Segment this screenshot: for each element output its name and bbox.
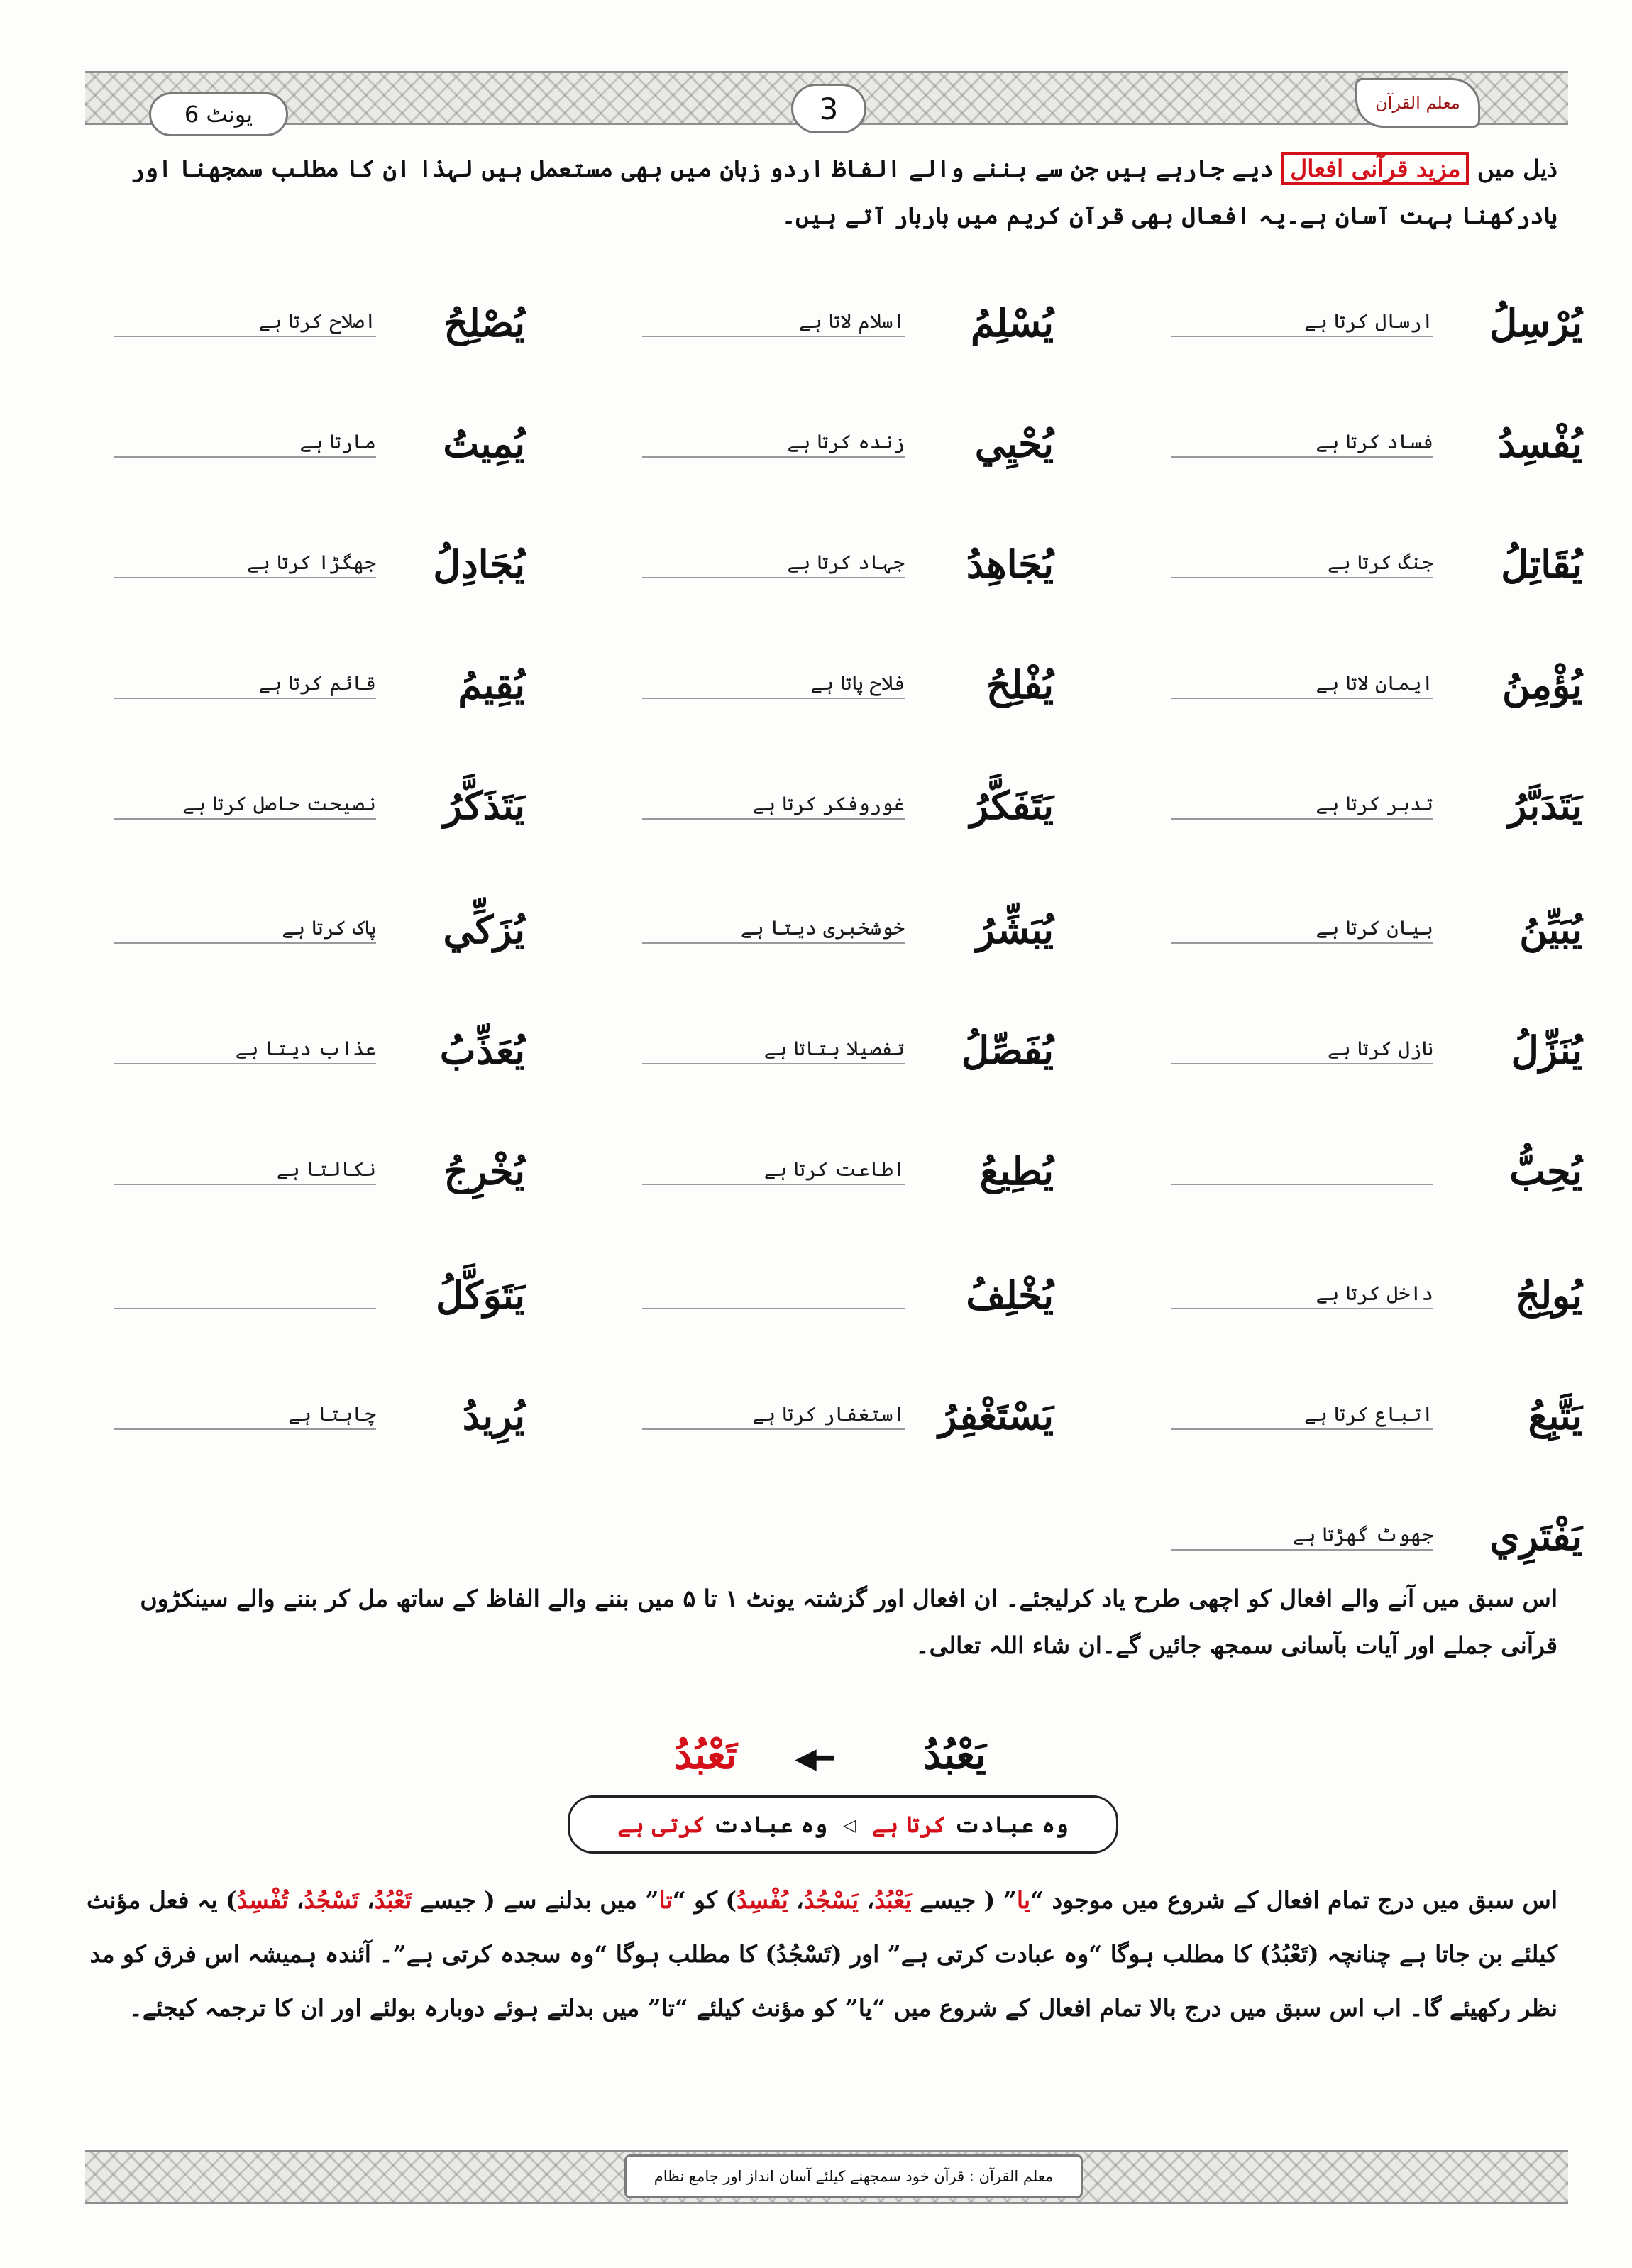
example-feminine-word: تَعْبُدُ	[674, 1732, 737, 1778]
meaning-blank-line[interactable]	[114, 659, 376, 699]
paragraph-text: ،	[859, 1886, 875, 1914]
intro-text-before: ذیل میں	[1469, 155, 1557, 182]
meaning-blank-line[interactable]	[1171, 1270, 1433, 1309]
urdu-meaning: چاہتا ہے	[288, 1402, 376, 1426]
urdu-meaning: اصلاح کرتا ہے	[258, 309, 376, 333]
paragraph-text: ،	[788, 1886, 804, 1914]
arabic-verb: يُفْسِدُ	[1498, 421, 1582, 466]
meaning-blank-line[interactable]	[642, 780, 905, 820]
meaning-blank-line[interactable]	[642, 1390, 905, 1430]
verb-cell	[1071, 887, 1582, 958]
meaning-blank-line[interactable]	[642, 1025, 905, 1064]
arabic-verb: يُخْرِجُ	[443, 1148, 525, 1194]
highlighted-term: يَعْبُدُ	[874, 1886, 912, 1914]
urdu-meaning: ایمان لاتا ہے	[1316, 671, 1433, 695]
verb-row	[35, 763, 1582, 834]
verb-row	[35, 887, 1582, 958]
meaning-blank-line[interactable]	[642, 904, 905, 944]
urdu-meaning: نازل کرتا ہے	[1327, 1037, 1433, 1060]
verb-cell	[1071, 522, 1582, 593]
verb-cell	[543, 522, 1054, 593]
urdu-meaning: تفصیلا بتاتا ہے	[763, 1037, 905, 1060]
verb-row	[35, 1373, 1582, 1444]
meaning-blank-line[interactable]	[1171, 780, 1433, 820]
example-masculine-word: يَعْبُدُ	[923, 1732, 986, 1778]
arabic-verb: يُولِجُ	[1515, 1272, 1582, 1318]
arabic-verb: يُزَكِّي	[443, 907, 525, 952]
highlighted-term: تَعْبُدُ	[374, 1886, 412, 1914]
arabic-verb: يُطِيعُ	[979, 1148, 1054, 1194]
meaning-blank-line[interactable]	[114, 1025, 376, 1064]
verb-cell	[14, 887, 525, 958]
arabic-verb: يُفَصِّلُ	[961, 1028, 1054, 1073]
meaning-blank-line[interactable]	[114, 539, 376, 578]
urdu-meaning: غوروفکر کرتا ہے	[752, 792, 905, 815]
meaning-blank-line[interactable]	[1171, 904, 1433, 944]
meaning-blank-line[interactable]	[642, 1145, 905, 1185]
urdu-meaning: زندہ کرتا ہے	[787, 430, 905, 453]
verb-cell	[543, 401, 1054, 472]
example-masculine-meaning	[872, 1811, 1069, 1838]
urdu-meaning: پاک کرتا ہے	[282, 916, 376, 940]
arabic-verb: يُصْلِحُ	[443, 300, 525, 346]
verb-cell	[1071, 1128, 1582, 1199]
highlighted-term: يُفْسِدُ	[737, 1886, 788, 1914]
highlighted-term: تُفْسِدُ	[236, 1886, 289, 1914]
verb-cell	[14, 280, 525, 351]
meaning-blank-line[interactable]	[1171, 1145, 1433, 1185]
arabic-verb: يَتَوَكَّلُ	[436, 1272, 525, 1318]
meaning-blank-line[interactable]	[1171, 1390, 1433, 1430]
verb-cell	[14, 522, 525, 593]
urdu-meaning: ارسال کرتا ہے	[1304, 309, 1433, 333]
verb-cell	[543, 1373, 1054, 1444]
meaning-blank-line[interactable]	[1171, 297, 1433, 337]
meaning-blank-line[interactable]	[1171, 1025, 1433, 1064]
arabic-verb: يُخْلِفُ	[966, 1272, 1054, 1318]
meaning-blank-line[interactable]	[114, 297, 376, 337]
footer-text: معلم القرآن : قرآن خود سمجھنے کیلئے آسان انداز اور جامع نظام	[624, 2154, 1083, 2198]
verb-row	[35, 401, 1582, 472]
paragraph-text: ،	[358, 1886, 375, 1914]
urdu-meaning: اسلام لاتا ہے	[798, 309, 905, 333]
highlighted-term: تَسْجُدُ	[304, 1886, 359, 1914]
unit-label: یونٹ 6	[149, 92, 288, 136]
arabic-verb: يُحْيِي	[974, 421, 1054, 466]
example-feminine-meaning-red: کرتی ہے	[617, 1811, 705, 1838]
meaning-blank-line[interactable]	[114, 1145, 376, 1185]
arabic-verb: يَسْتَغْفِرُ	[938, 1393, 1054, 1438]
verb-cell	[1071, 1008, 1582, 1079]
urdu-meaning: جہاد کرتا ہے	[787, 551, 905, 574]
urdu-meaning: فساد کرتا ہے	[1316, 430, 1433, 453]
intro-paragraph	[82, 145, 1557, 239]
urdu-meaning: اطاعت کرتا ہے	[763, 1157, 905, 1181]
verb-row	[35, 1128, 1582, 1199]
arabic-verb: يُرِيدُ	[462, 1393, 525, 1438]
arabic-verb: يُرْسِلُ	[1489, 300, 1582, 346]
verb-cell	[543, 763, 1054, 834]
arabic-verb: يُجَادِلُ	[433, 541, 525, 587]
verb-cell	[543, 1128, 1054, 1199]
paragraph-text: ” ( جیسے	[911, 1886, 1017, 1914]
paragraph-text: ) کو “	[672, 1886, 737, 1914]
arabic-verb: يُنَزِّلُ	[1511, 1028, 1582, 1073]
meaning-blank-line[interactable]	[642, 1270, 905, 1309]
urdu-meaning: تدبر کرتا ہے	[1316, 792, 1433, 815]
urdu-meaning: داخل کرتا ہے	[1316, 1282, 1433, 1305]
meaning-blank-line[interactable]	[1171, 539, 1433, 578]
verb-cell	[1071, 1253, 1582, 1323]
verb-cell	[14, 1128, 525, 1199]
arrow-left-icon: ◀━	[795, 1741, 834, 1775]
arabic-verb: يَفْتَرِي	[1489, 1514, 1582, 1559]
arabic-verb: يُمِيتُ	[443, 421, 525, 466]
meaning-blank-line[interactable]	[114, 780, 376, 820]
feminine-example	[674, 1732, 986, 1788]
urdu-meaning: فلاح پاتا ہے	[810, 671, 905, 695]
example-feminine-meaning	[617, 1811, 827, 1838]
urdu-meaning: بیان کرتا ہے	[1316, 916, 1433, 940]
arabic-verb: يُبَيِّنُ	[1519, 907, 1582, 952]
verb-row	[35, 1494, 1582, 1565]
meaning-blank-line[interactable]	[114, 904, 376, 944]
verb-cell	[543, 887, 1054, 958]
urdu-meaning: مارتا ہے	[299, 430, 376, 453]
meaning-blank-line[interactable]	[114, 1390, 376, 1430]
urdu-meaning: نصیحت حاصل کرتا ہے	[182, 792, 376, 815]
verb-cell	[543, 642, 1054, 713]
urdu-meaning: اتباع کرتا ہے	[1304, 1402, 1433, 1426]
arabic-verb: يُقَاتِلُ	[1501, 541, 1582, 587]
verb-cell	[543, 280, 1054, 351]
verb-cell	[14, 642, 525, 713]
example-feminine-meaning-plain: وہ عبادت	[705, 1811, 828, 1838]
urdu-meaning: جنگ کرتا ہے	[1327, 551, 1433, 574]
verb-cell	[1071, 1494, 1582, 1565]
highlighted-term: یا	[1016, 1886, 1031, 1914]
meaning-blank-line[interactable]	[642, 659, 905, 699]
verb-row	[35, 642, 1582, 713]
verb-cell	[14, 1008, 525, 1079]
meaning-blank-line[interactable]	[1171, 1511, 1433, 1551]
arabic-verb: يُعَذِّبُ	[439, 1028, 525, 1073]
arabic-verb: يُجَاهِدُ	[966, 541, 1054, 587]
instruction-paragraph: اس سبق میں آنے والے افعال کو اچھی طرح یاد کرلیجئے۔ ان افعال اور گزشتہ یونٹ ۱ تا ۵ میں بننے والے الفاظ کے ساتھ مل کر بننے والے سینکڑوں قرآنی جملے اور آیات بآسانی سمجھ جائیں گے۔ان شاء اللہ تعالی۔	[140, 1585, 1557, 1659]
book-logo: معلم القرآن	[1355, 78, 1480, 128]
urdu-meaning: نکالتا ہے	[276, 1157, 376, 1181]
arabic-verb: يَتَدَبَّرُ	[1508, 783, 1582, 828]
paragraph-text: ” میں بدلنے سے ( جیسے	[412, 1886, 659, 1914]
arabic-verb: يَتَّبِعُ	[1528, 1393, 1582, 1438]
verb-row	[35, 280, 1582, 351]
meaning-blank-line[interactable]	[114, 418, 376, 458]
triangle-left-icon: ◁	[843, 1814, 856, 1835]
explanation-paragraph	[82, 1873, 1557, 2035]
intro-text-after: دیے جارہے ہیں جن سے بننے والے الفاظ اردو زبان میں بھی مستعمل ہیں لہذا ان کا مطلب سمجھنا اور یادرکھنا بہت آسان ہے۔یہ افعال بھی قرآن کریم میں باربار آتے ہیں۔	[131, 155, 1557, 229]
verb-row	[35, 522, 1582, 593]
meaning-blank-line[interactable]	[1171, 418, 1433, 458]
urdu-meaning: خوشخبری دیتا ہے	[740, 916, 905, 940]
verb-cell	[1071, 1373, 1582, 1444]
highlighted-term: يَسْجُدُ	[803, 1886, 859, 1914]
verb-cell	[1071, 642, 1582, 713]
verb-cell	[1071, 280, 1582, 351]
meaning-blank-line[interactable]	[642, 418, 905, 458]
arabic-verb: يَتَفَكَّرُ	[969, 783, 1054, 828]
urdu-meaning: عذاب دیتا ہے	[235, 1037, 376, 1060]
verb-cell	[1071, 763, 1582, 834]
meaning-blank-line[interactable]	[114, 1270, 376, 1309]
meaning-blank-line[interactable]	[1171, 659, 1433, 699]
verb-cell	[14, 401, 525, 472]
paragraph-text: اس سبق میں درج تمام افعال کے شروع میں موجود “	[1030, 1886, 1557, 1914]
arabic-verb: يُقِيمُ	[458, 662, 525, 708]
urdu-meaning: قائم کرتا ہے	[258, 671, 376, 695]
meaning-blank-line[interactable]	[642, 297, 905, 337]
page-number: 3	[791, 84, 866, 133]
arabic-verb: يُسْلِمُ	[970, 300, 1054, 346]
highlighted-term: تا	[658, 1886, 673, 1914]
intro-highlight-box: مزید قرآنی افعال	[1281, 152, 1469, 185]
paragraph-text: ) یہ فعل مؤنث کیلئے بن جاتا ہے چنانچہ (تَعْبُدُ) کا مطلب ہوگا “وہ عبادت کرتی ہے” اور (تَسْجُدُ) کا مطلب ہوگا “وہ سجدہ کرتی ہے”۔ آئندہ ہمیشہ اس فرق کو مد نظر رکھیئے گا۔ اب اس سبق میں درج بالا تمام افعال کے شروع میں “یا” کو مؤنث کیلئے “تا” میں بدلتے ہوئے دوبارہ بولئے اور ان کا ترجمہ کیجئے۔	[87, 1886, 1557, 2022]
urdu-meaning: استغفار کرتا ہے	[752, 1402, 905, 1426]
verb-row	[35, 1253, 1582, 1323]
arabic-verb: يَتَذَكَّرُ	[443, 783, 525, 828]
verb-cell	[14, 1253, 525, 1323]
arabic-verb: يُبَشِّرُ	[976, 907, 1054, 952]
paragraph-text: ،	[288, 1886, 304, 1914]
verb-cell	[543, 1008, 1054, 1079]
verb-cell	[14, 763, 525, 834]
verb-cell	[543, 1253, 1054, 1323]
example-masculine-meaning-red: کرتا ہے	[871, 1811, 947, 1838]
verb-cell	[1071, 401, 1582, 472]
verb-row	[35, 1008, 1582, 1079]
example-translation-box	[568, 1795, 1118, 1854]
arabic-verb: يُحِبُّ	[1509, 1148, 1582, 1194]
meaning-blank-line[interactable]	[642, 539, 905, 578]
verb-cell	[14, 1373, 525, 1444]
urdu-meaning: جھوٹ گھڑتا ہے	[1292, 1523, 1433, 1546]
urdu-meaning: جھگڑا کرتا ہے	[247, 551, 376, 574]
arabic-verb: يُؤْمِنُ	[1502, 662, 1582, 708]
example-masculine-meaning-plain: وہ عبادت	[946, 1811, 1069, 1838]
arabic-verb: يُفْلِحُ	[986, 662, 1054, 708]
